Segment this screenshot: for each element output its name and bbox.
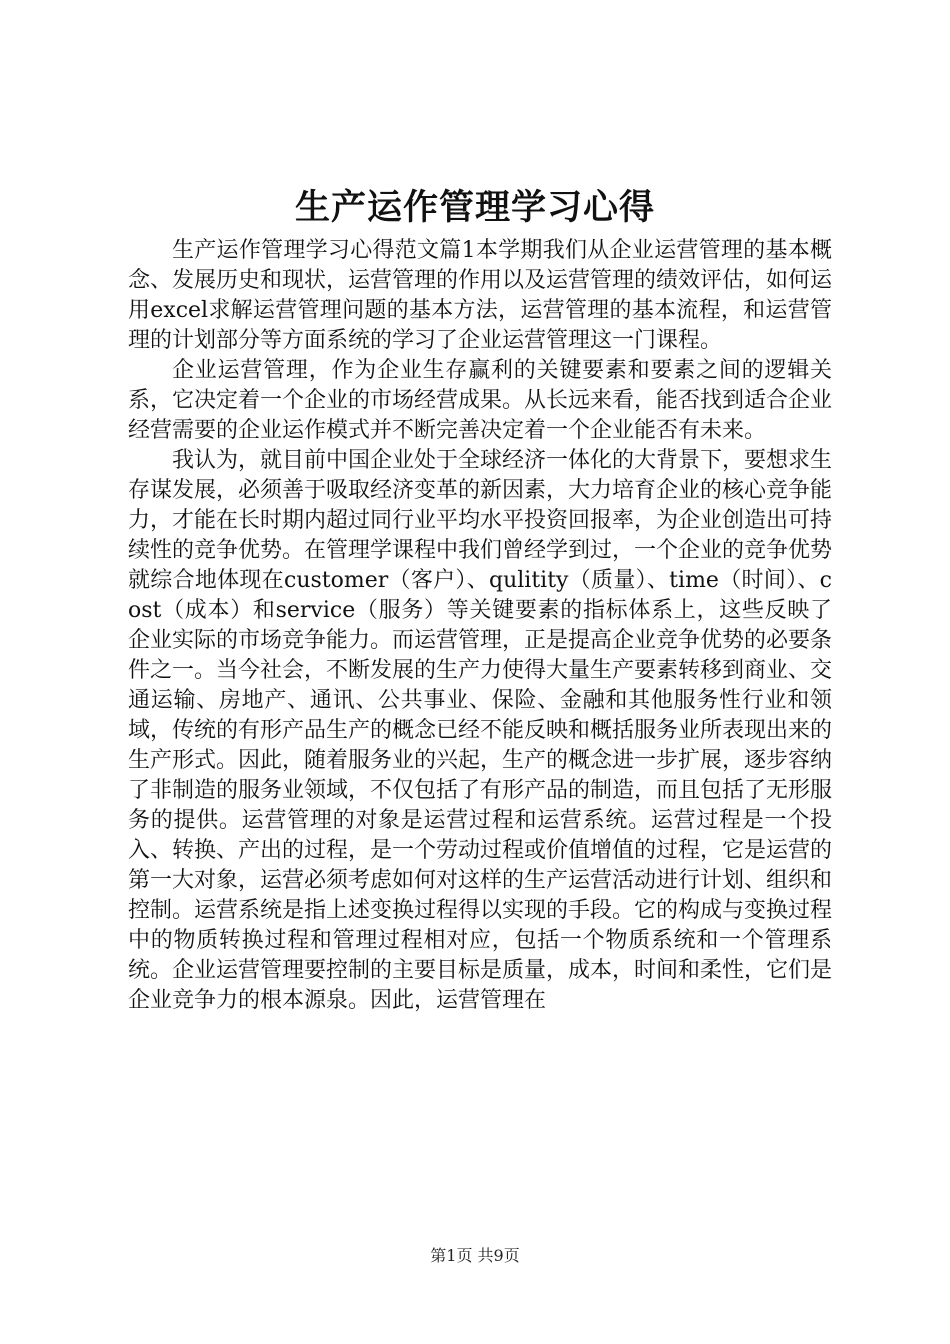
paragraph-2: 企业运营管理，作为企业生存赢利的关键要素和要素之间的逻辑关系，它决定着一个企业的市场经营成果。从长远来看，能否找到适合企业经营需要的企业运作模式并不断完善决定着一个企业能否有未来。 (128, 358, 833, 443)
page-footer: 第1页 共9页 (430, 1246, 520, 1265)
document-body (128, 236, 832, 1016)
paragraph-1: 生产运作管理学习心得范文篇1本学期我们从企业运营管理的基本概念、发展历史和现状，运营管理的作用以及运营管理的绩效评估，如何运用excel求解运营管理问题的基本方法，运营管理的基本流程，和运营管理的计划部分等方面系统的学习了企业运营管理这一门课程。 (128, 238, 833, 353)
paragraph-3: 我认为，就目前中国企业处于全球经济一体化的大背景下，要想求生存谋发展，必须善于吸取经济变革的新因素，大力培育企业的核心竞争能力，才能在长时期内超过同行业平均水平投资回报率，为企业创造出可持续性的竞争优势。在管理学课程中我们曾经学到过，一个企业的竞争优势就综合地体现在customer（客户）、qulitity（质量）、time（时间）、cost（成本）和service（服务）等关键要素的指标体系上，这些反映了企业实际的市场竞争能力。而运营管理，正是提高企业竞争优势的必要条件之一。当今社会，不断发展的生产力使得大量生产要素转移到商业、交通运输、房地产、通讯、公共事业、保险、金融和其他服务性行业和领域，传统的有形产品生产的概念已经不能反映和概括服务业所表现出来的生产形式。因此，随着服务业的兴起，生产的概念进一步扩展，逐步容纳了非制造的服务业领域，不仅包括了有形产品的制造，而且包括了无形服务的提供。运营管理的对象是运营过程和运营系统。运营过程是一个投入、转换、产出的过程，是一个劳动过程或价值增值的过程，它是运营的第一大对象，运营必须考虑如何对这样的生产运营活动进行计划、组织和控制。运营系统是指上述变换过程得以实现的手段。它的构成与变换过程中的物质转换过程和管理过程相对应，包括一个物质系统和一个管理系统。企业运营管理要控制的主要目标是质量，成本，时间和柔性，它们是企业竞争力的根本源泉。因此，运营管理在 (128, 448, 833, 1013)
document-title: 生产运作管理学习心得 (294, 187, 655, 228)
